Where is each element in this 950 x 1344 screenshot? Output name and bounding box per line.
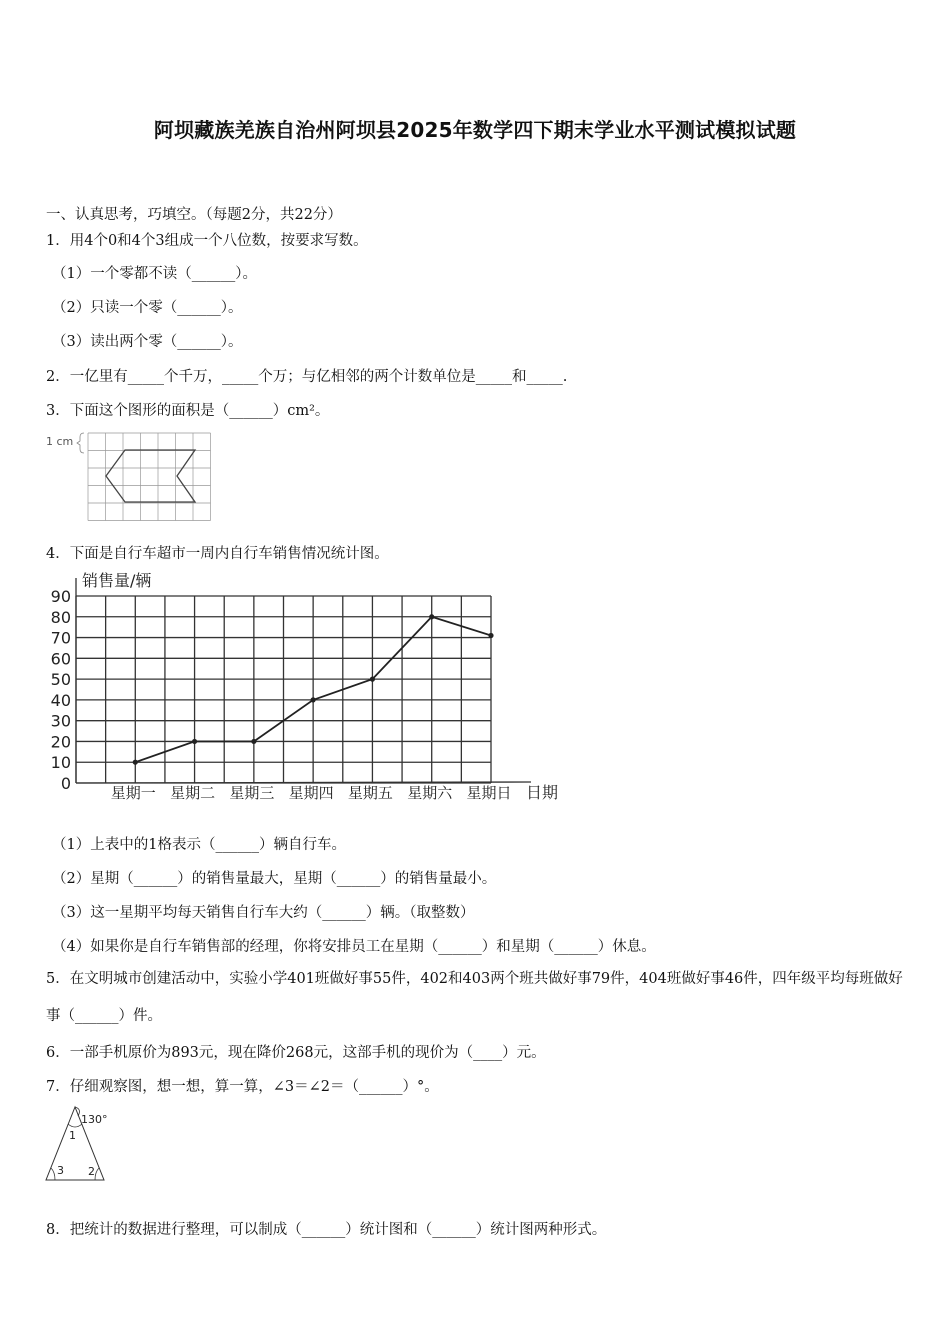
- chart-x-tick-label: 星期日: [466, 784, 512, 802]
- angle-1-arc: [68, 1124, 82, 1127]
- question-4-part-1: （1）上表中的1格表示（______）辆自行车。: [52, 837, 346, 853]
- question-2: 2．一亿里有_____个千万，_____个万；与亿相邻的两个计数单位是_____和_____.: [46, 369, 568, 385]
- chart-x-axis-title: 日期: [526, 783, 559, 802]
- chart-y-tick-label: 70: [50, 628, 71, 648]
- question-4-part-3: （3）这一星期平均每天销售自行车大约（______）辆。（取整数）: [52, 905, 475, 921]
- unit-brace: [77, 433, 84, 453]
- question-1-stem: 1．用4个0和4个3组成一个八位数，按要求写数。: [46, 233, 368, 249]
- question-1-part-1: （1）一个零都不读（______）。: [52, 266, 257, 282]
- chart-y-axis-title: 销售量/辆: [82, 571, 152, 590]
- chart-x-tick-label: 星期三: [229, 784, 275, 802]
- angle-3-label: 3: [57, 1164, 64, 1177]
- chart-y-tick-label: 50: [50, 670, 71, 690]
- hexagon-shape: [106, 450, 195, 502]
- angle-2-label: 2: [88, 1165, 95, 1178]
- chart-y-tick-label: 10: [50, 753, 71, 773]
- section-heading: 一、认真思考，巧填空。（每题2分，共22分）: [46, 207, 342, 223]
- chart-data-point: [311, 697, 316, 702]
- question-4-stem: 4．下面是自行车超市一周内自行车销售情况统计图。: [46, 546, 389, 562]
- question-6: 6．一部手机原价为893元，现在降价268元，这部手机的现价为（____）元。: [46, 1045, 546, 1061]
- chart-x-tick-label: 星期四: [288, 784, 334, 802]
- question-3-stem: 3．下面这个图形的面积是（______）cm²。: [46, 403, 330, 419]
- angle-130-label: 130°: [81, 1113, 108, 1126]
- chart-y-tick-label: 80: [50, 607, 71, 627]
- q7-triangle-figure: [40, 1104, 120, 1184]
- chart-y-tick-label: 60: [50, 649, 71, 669]
- chart-x-tick-label: 星期六: [407, 784, 453, 802]
- chart-x-tick-label: 星期一: [110, 784, 156, 802]
- chart-y-tick-label: 30: [50, 711, 71, 731]
- chart-x-tick-label: 星期五: [347, 784, 393, 802]
- chart-y-tick-label: 0: [60, 774, 71, 793]
- chart-grid: [76, 578, 531, 783]
- chart-y-tick-label: 90: [50, 587, 71, 606]
- q3-unit-label: 1 cm: [46, 435, 74, 448]
- chart-data-point: [133, 760, 138, 765]
- chart-y-tick-label: 20: [50, 732, 71, 752]
- question-5: 5．在文明城市创建活动中，实验小学401班做好事55件，402和403两个班共做好事79件，404班做好事46件，四年级平均每班做好事（______）件。: [46, 971, 903, 1024]
- angle-3-arc: [51, 1168, 55, 1180]
- page-title: 阿坝藏族羌族自治州阿坝县2025年数学四下期末学业水平测试模拟试题: [153, 118, 797, 142]
- chart-data-point: [429, 614, 434, 619]
- question-4-part-2: （2）星期（______）的销售量最大，星期（______）的销售量最小。: [52, 871, 497, 887]
- angle-1-label: 1: [69, 1129, 76, 1142]
- chart-x-tick-label: 星期二: [170, 784, 216, 802]
- question-1-part-2: （2）只读一个零（______）。: [52, 300, 243, 316]
- chart-y-tick-label: 40: [50, 690, 71, 710]
- chart-data-point: [370, 677, 375, 682]
- question-7-stem: 7．仔细观察图，想一想，算一算，∠3＝∠2＝（______）°。: [46, 1079, 439, 1095]
- chart-y-ticks: [51, 587, 71, 793]
- question-1-part-3: （3）读出两个零（______）。: [52, 334, 243, 350]
- chart-data-point: [251, 739, 256, 744]
- chart-x-ticks: [111, 784, 512, 802]
- question-8: 8．把统计的数据进行整理，可以制成（______）统计图和（______）统计图两种形式。: [46, 1222, 607, 1238]
- sales-line-chart: [44, 566, 574, 811]
- q3-grid-figure: [44, 428, 224, 528]
- chart-data-point: [488, 633, 493, 638]
- angle-2-arc: [95, 1168, 99, 1180]
- chart-data-point: [192, 739, 197, 744]
- question-4-part-4: （4）如果你是自行车销售部的经理，你将安排员工在星期（______）和星期（______）休息。: [52, 939, 656, 955]
